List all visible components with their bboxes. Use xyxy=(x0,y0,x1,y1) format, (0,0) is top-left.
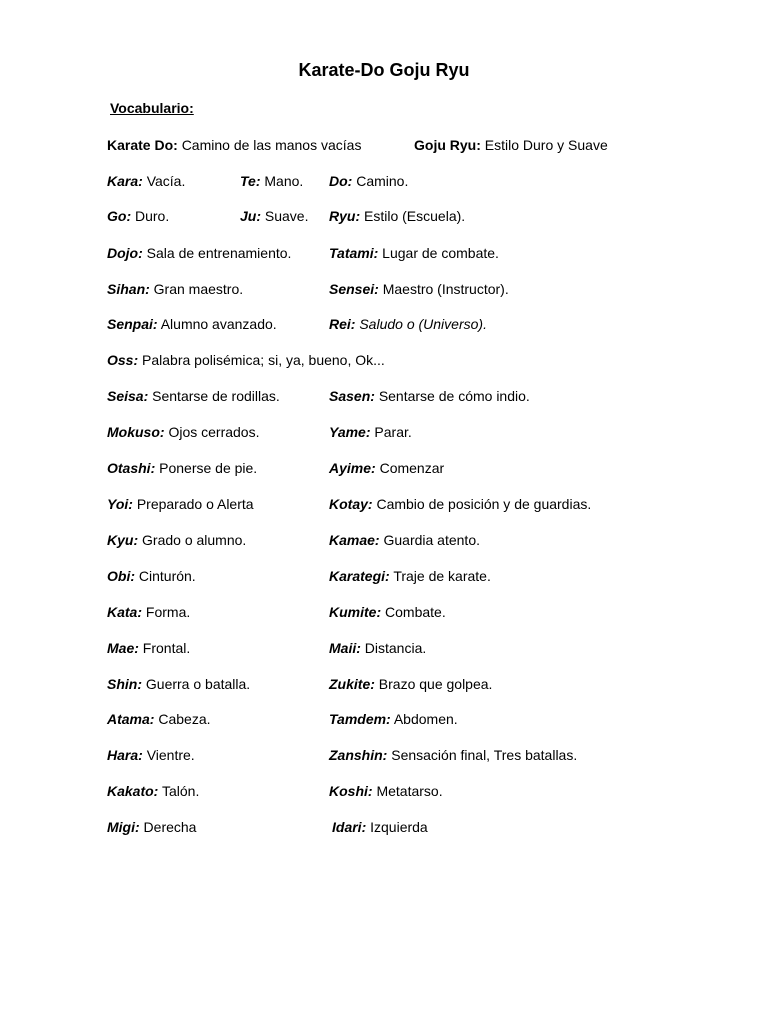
vocab-term: Yoi: xyxy=(107,496,133,512)
vocab-definition: Gran maestro. xyxy=(153,281,244,297)
vocab-definition: Camino. xyxy=(356,173,409,189)
vocab-definition: Vacía. xyxy=(146,173,186,189)
vocab-term: Karategi: xyxy=(329,568,390,584)
vocab-entry xyxy=(107,173,185,189)
vocab-entry xyxy=(107,496,254,512)
vocab-term: Mae: xyxy=(107,640,139,656)
vocab-term: Yame: xyxy=(329,424,371,440)
vocab-term: Migi: xyxy=(107,819,140,835)
vocab-definition: Izquierda xyxy=(370,819,428,835)
vocab-definition: Cabeza. xyxy=(158,711,211,727)
vocab-entry xyxy=(107,676,250,692)
vocab-entry xyxy=(107,424,260,440)
vocab-definition: Metatarso. xyxy=(376,783,443,799)
vocab-term: Sihan: xyxy=(107,281,150,297)
vocab-term: Tamdem: xyxy=(329,711,391,727)
vocab-definition: Ojos cerrados. xyxy=(168,424,260,440)
vocab-term: Koshi: xyxy=(329,783,373,799)
vocab-term: Senpai: xyxy=(107,316,158,332)
vocab-entry xyxy=(329,460,444,476)
vocab-entry xyxy=(107,568,196,584)
vocab-entry xyxy=(240,173,303,189)
vocab-definition: Talón. xyxy=(162,783,200,799)
vocab-entry xyxy=(107,208,169,224)
vocab-term: Kyu: xyxy=(107,532,139,548)
vocab-term: Mokuso: xyxy=(107,424,165,440)
vocab-definition: Frontal. xyxy=(142,640,191,656)
vocab-entry xyxy=(332,819,428,835)
vocab-entry xyxy=(107,747,195,763)
vocab-entry xyxy=(329,316,487,332)
vocab-definition: Sentarse de rodillas. xyxy=(152,388,280,404)
vocab-term: Go: xyxy=(107,208,132,224)
vocab-term: Atama: xyxy=(107,711,155,727)
vocab-entry xyxy=(107,783,199,799)
vocab-entry xyxy=(329,245,499,261)
vocab-definition: Guerra o batalla. xyxy=(145,676,251,692)
vocab-term: Ju: xyxy=(240,208,261,224)
vocab-entry xyxy=(329,281,509,297)
vocab-term: Oss: xyxy=(107,352,139,368)
vocab-term: Obi: xyxy=(107,568,135,584)
vocab-entry xyxy=(329,208,465,224)
vocab-definition: Sentarse de cómo indio. xyxy=(378,388,530,404)
vocab-definition: Duro. xyxy=(135,208,170,224)
vocab-definition: Preparado o Alerta xyxy=(136,496,254,512)
vocab-entry xyxy=(414,137,608,153)
vocab-term: Kumite: xyxy=(329,604,382,620)
vocab-term: Zukite: xyxy=(329,676,375,692)
vocab-definition: Alumno avanzado. xyxy=(160,316,277,332)
vocab-definition: Traje de karate. xyxy=(393,568,491,584)
vocab-entry xyxy=(107,388,280,404)
vocab-definition: Parar. xyxy=(374,424,412,440)
vocab-entry xyxy=(107,281,243,297)
vocab-term: Ayime: xyxy=(329,460,376,476)
vocab-definition: Forma. xyxy=(145,604,191,620)
vocab-definition: Cambio de posición y de guardias. xyxy=(376,496,592,512)
vocab-term: Kakato: xyxy=(107,783,159,799)
vocab-definition: Camino de las manos vacías xyxy=(181,137,362,153)
vocab-definition: Guardia atento. xyxy=(383,532,480,548)
vocab-term: Tatami: xyxy=(329,245,379,261)
vocab-term: Rei: xyxy=(329,316,356,332)
vocab-term: Kamae: xyxy=(329,532,380,548)
vocab-term: Otashi: xyxy=(107,460,156,476)
vocab-definition: Brazo que golpea. xyxy=(378,676,493,692)
vocab-definition: Sensación final, Tres batallas. xyxy=(391,747,578,763)
vocab-definition: Grado o alumno. xyxy=(142,532,247,548)
vocab-definition: Lugar de combate. xyxy=(382,245,499,261)
vocab-term: Ryu: xyxy=(329,208,361,224)
vocab-definition: Estilo (Escuela). xyxy=(364,208,466,224)
page-title: Karate-Do Goju Ryu xyxy=(298,60,470,80)
vocab-entry xyxy=(329,424,412,440)
vocab-definition: Abdomen. xyxy=(393,711,458,727)
vocab-entry xyxy=(107,137,361,153)
vocab-entry xyxy=(329,711,458,727)
vocab-term: Maii: xyxy=(329,640,361,656)
vocab-entry xyxy=(107,640,190,656)
vocab-definition: Sala de entrenamiento. xyxy=(146,245,292,261)
vocab-entry xyxy=(329,747,577,763)
vocab-definition: Suave. xyxy=(264,208,309,224)
vocab-term: Do: xyxy=(329,173,353,189)
vocab-entry xyxy=(329,173,408,189)
section-label: Vocabulario: xyxy=(110,100,194,116)
vocab-entry xyxy=(107,819,196,835)
vocab-definition: Combate. xyxy=(385,604,446,620)
vocab-entry xyxy=(107,711,211,727)
vocab-entry xyxy=(329,568,491,584)
vocab-entry xyxy=(107,604,190,620)
vocab-entry xyxy=(107,352,385,368)
vocab-term: Goju Ryu: xyxy=(414,137,481,153)
vocab-definition: Vientre. xyxy=(146,747,195,763)
vocab-term: Te: xyxy=(240,173,261,189)
vocab-entry xyxy=(329,496,591,512)
vocab-definition: Saludo o (Universo). xyxy=(359,316,487,332)
vocab-term: Sensei: xyxy=(329,281,379,297)
vocab-term: Kata: xyxy=(107,604,143,620)
vocab-definition: Maestro (Instructor). xyxy=(382,281,509,297)
vocab-entry xyxy=(240,208,308,224)
vocab-definition: Cinturón. xyxy=(138,568,196,584)
vocab-term: Shin: xyxy=(107,676,142,692)
vocab-term: Kara: xyxy=(107,173,143,189)
vocab-entry xyxy=(329,532,480,548)
vocab-entry xyxy=(107,245,291,261)
vocab-definition: Palabra polisémica; si, ya, bueno, Ok... xyxy=(142,352,385,368)
vocab-entry xyxy=(107,316,277,332)
vocab-term: Dojo: xyxy=(107,245,143,261)
vocab-definition: Distancia. xyxy=(364,640,427,656)
vocab-definition: Derecha xyxy=(143,819,197,835)
vocab-definition: Mano. xyxy=(264,173,304,189)
vocab-term: Sasen: xyxy=(329,388,375,404)
vocab-entry xyxy=(329,640,426,656)
vocab-definition: Estilo Duro y Suave xyxy=(484,137,608,153)
vocab-entry xyxy=(329,604,446,620)
vocab-term: Zanshin: xyxy=(329,747,388,763)
vocab-term: Karate Do: xyxy=(107,137,178,153)
vocab-definition: Ponerse de pie. xyxy=(159,460,258,476)
vocab-entry xyxy=(107,532,246,548)
vocab-term: Idari: xyxy=(332,819,367,835)
vocab-entry xyxy=(107,460,257,476)
vocab-term: Kotay: xyxy=(329,496,373,512)
vocab-entry xyxy=(329,783,443,799)
vocab-term: Hara: xyxy=(107,747,143,763)
vocab-term: Seisa: xyxy=(107,388,149,404)
vocab-definition: Comenzar xyxy=(379,460,445,476)
vocab-entry xyxy=(329,388,530,404)
vocab-entry xyxy=(329,676,492,692)
